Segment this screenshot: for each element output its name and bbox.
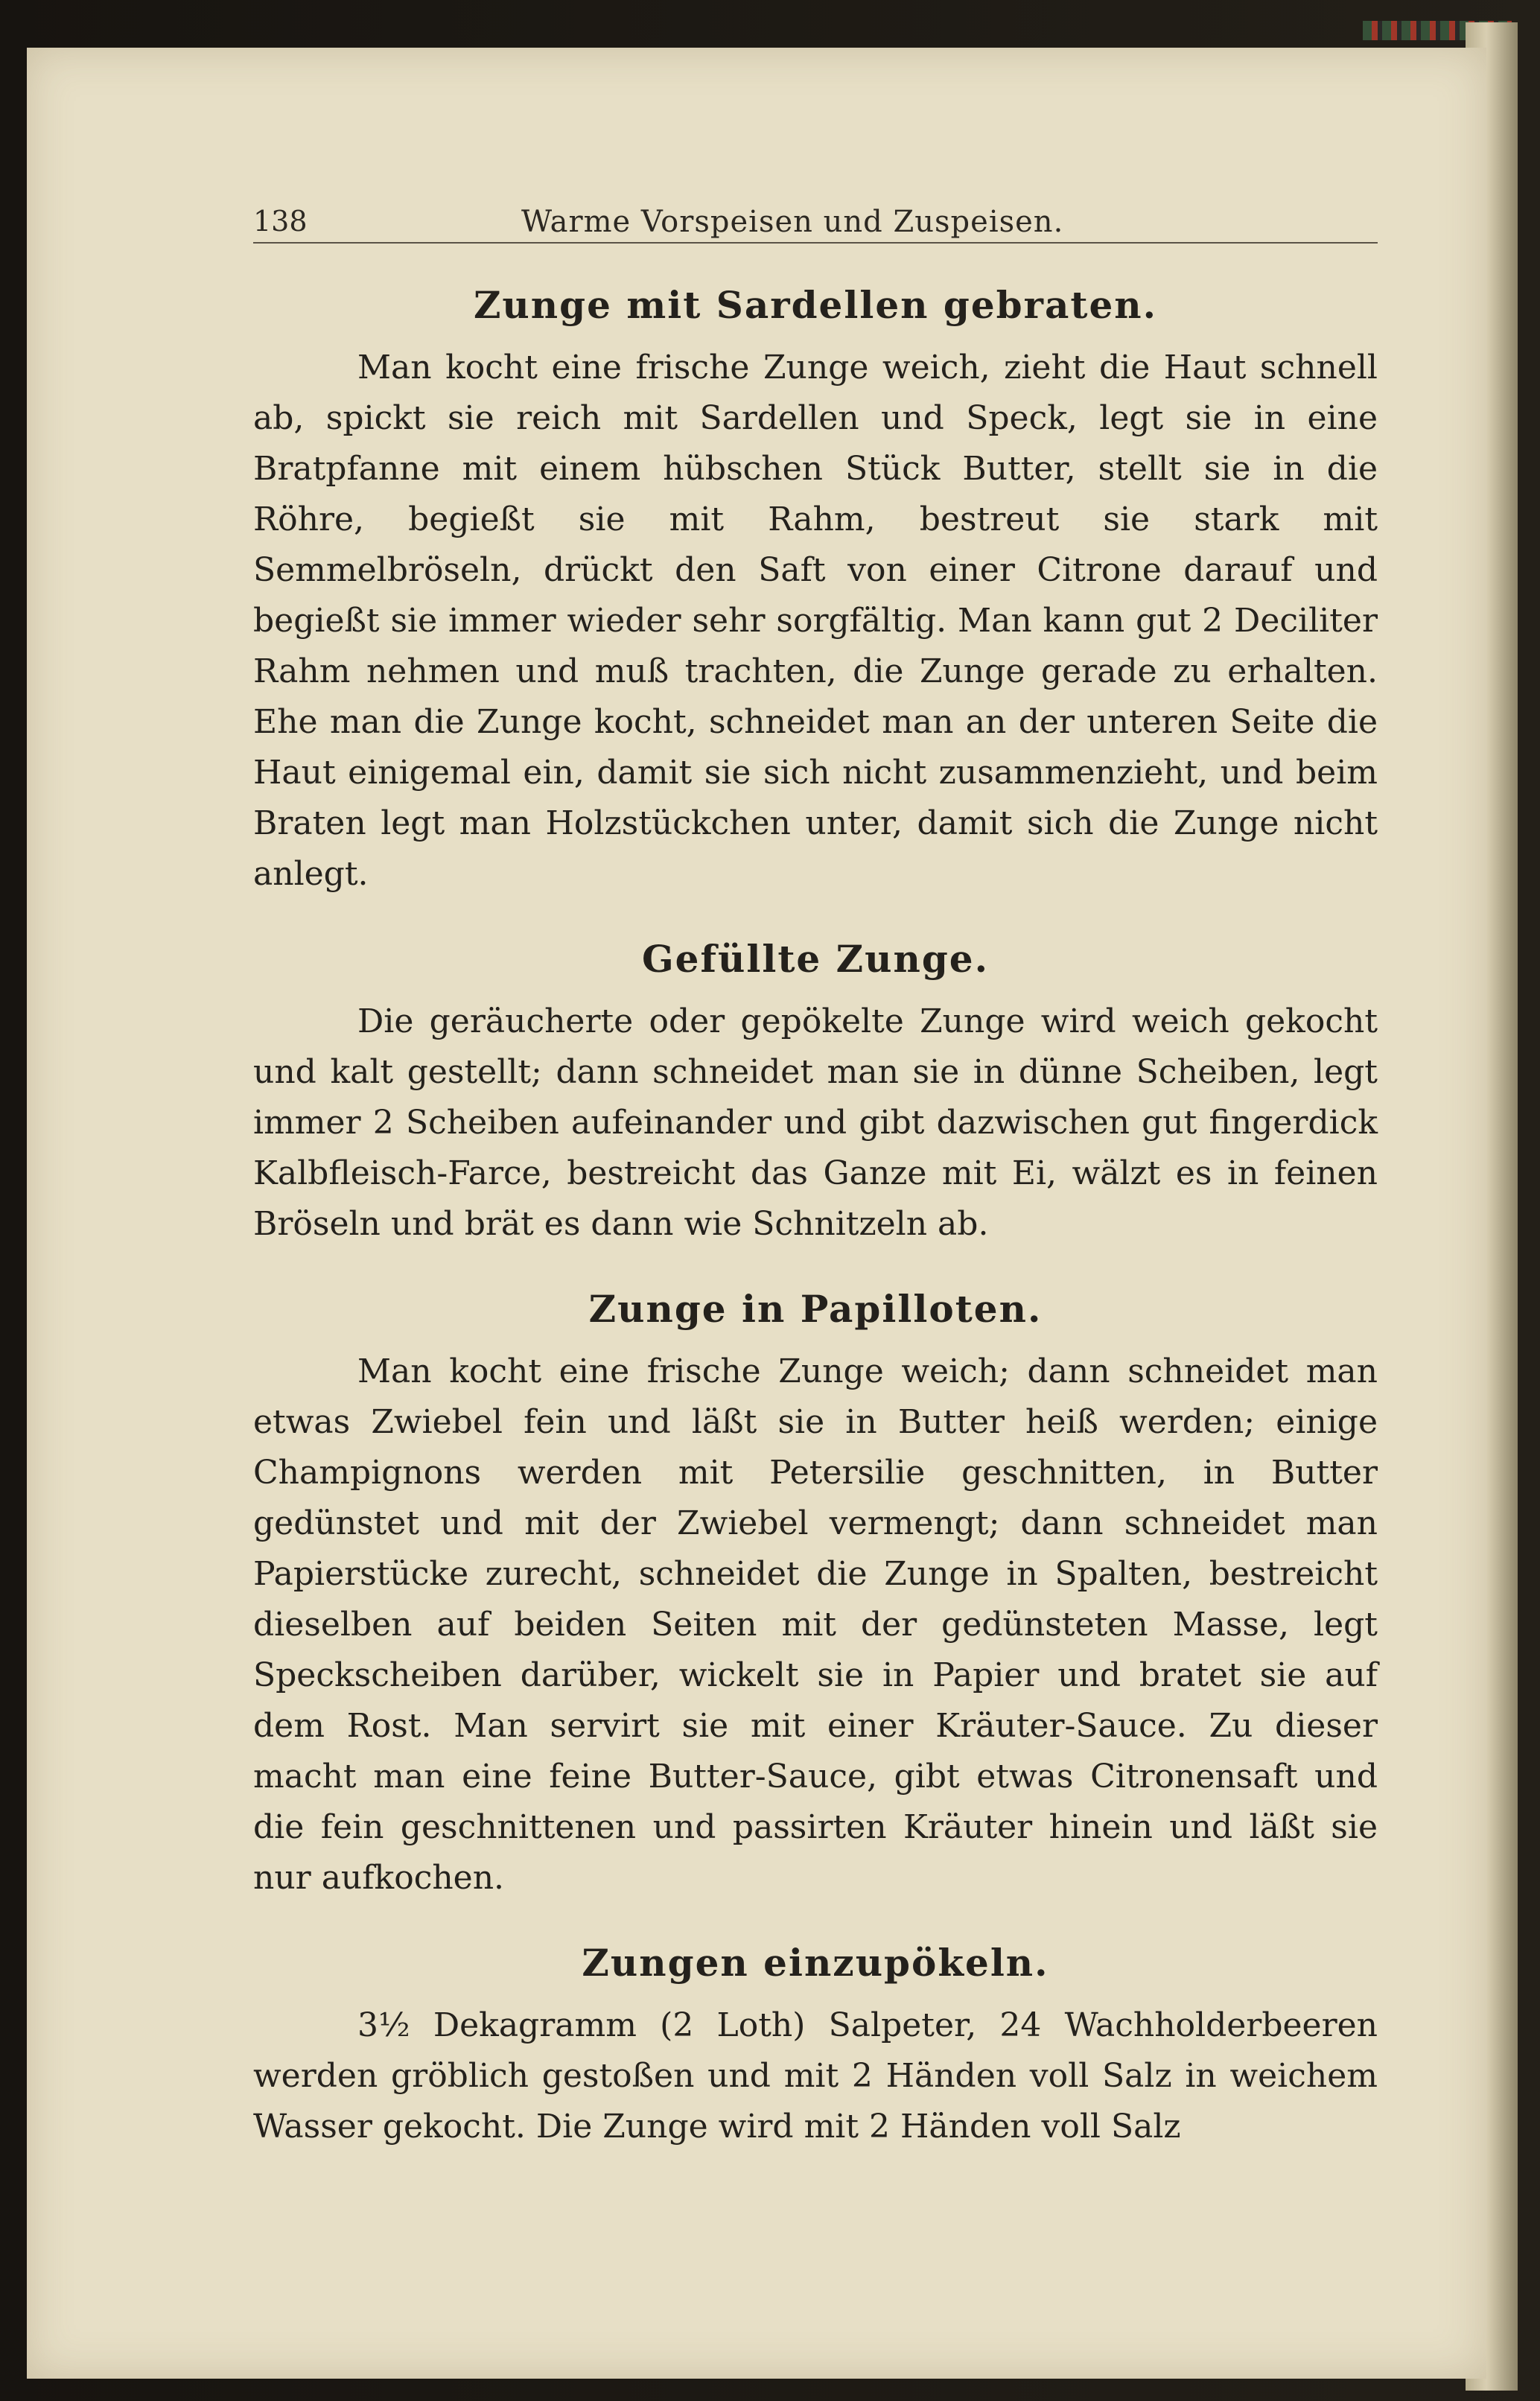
recipe-body: Die geräucherte oder gepökelte Zunge wird weich gekocht und kalt gestellt; dann schneidet man sie in dünne Scheiben, legt immer 2 Scheiben aufeinander und gibt dazwischen gut fingerdick Kalbfleisch-Farce, bestreicht das Ganze mit Ei, wälzt es in feinen Bröseln und brät es dann wie Schnitzeln ab.	[253, 1002, 1378, 1243]
recipe-body: Man kocht eine frische Zunge weich, zieht die Haut schnell ab, spickt sie reich mit Sardellen und Speck, legt sie in eine Bratpfanne mit einem hübschen Stück Butter, stellt sie in die Röhre, begießt sie mit Rahm, bestreut sie stark mit Semmelbröseln, drückt den Saft von einer Citrone darauf und begießt sie immer wieder sehr sorgfältig. Man kann gut 2 Deciliter Rahm nehmen und muß trachten, die Zunge gerade zu erhalten. Ehe man die Zunge kocht, schneidet man an der unteren Seite die Haut einigemal ein, damit sie sich nicht zusammenzieht, und beim Braten legt man Holzstückchen unter, damit sich die Zunge nicht anlegt.	[253, 349, 1378, 893]
page-number: 138	[253, 205, 308, 238]
running-header	[253, 197, 1378, 244]
recipe-gefuellte-zunge	[253, 929, 1378, 1250]
recipe-zungen-einzupoekeln	[253, 1933, 1378, 2152]
running-title: Warme Vorspeisen und Zuspeisen.	[521, 205, 1064, 239]
recipe-body: 3½ Dekagramm (2 Loth) Salpeter, 24 Wachholderbeeren werden gröblich gestoßen und mit 2 Händen voll Salz in weichem Wasser gekocht. Die Zunge wird mit 2 Händen voll Salz	[253, 2006, 1378, 2146]
recipe-body: Man kocht eine frische Zunge weich; dann schneidet man etwas Zwiebel fein und läßt sie in Butter heiß werden; einige Champignons werden mit Petersilie geschnitten, in Butter gedünstet und mit der Zwiebel vermengt; dann schneidet man Papierstücke zurecht, schneidet die Zunge in Spalten, bestreicht dieselben auf beiden Seiten mit der gedünsteten Masse, legt Speckscheiben darüber, wickelt sie in Papier und bratet sie auf dem Rost. Man servirt sie mit einer Kräuter-Sauce. Zu dieser macht man eine feine Butter-Sauce, gibt etwas Citronensaft und die fein geschnittenen und passirten Kräuter hinein und läßt sie nur aufkochen.	[253, 1352, 1378, 1897]
page-content	[253, 276, 1378, 2182]
recipe-title: Zunge in Papilloten.	[588, 1287, 1043, 1331]
recipe-title: Zunge mit Sardellen gebraten.	[473, 283, 1158, 327]
recipe-title: Zungen einzupökeln.	[582, 1941, 1049, 1985]
recipe-title: Gefüllte Zunge.	[641, 937, 990, 981]
recipe-zunge-in-papilloten	[253, 1279, 1378, 1904]
recipe-zunge-mit-sardellen	[253, 276, 1378, 900]
